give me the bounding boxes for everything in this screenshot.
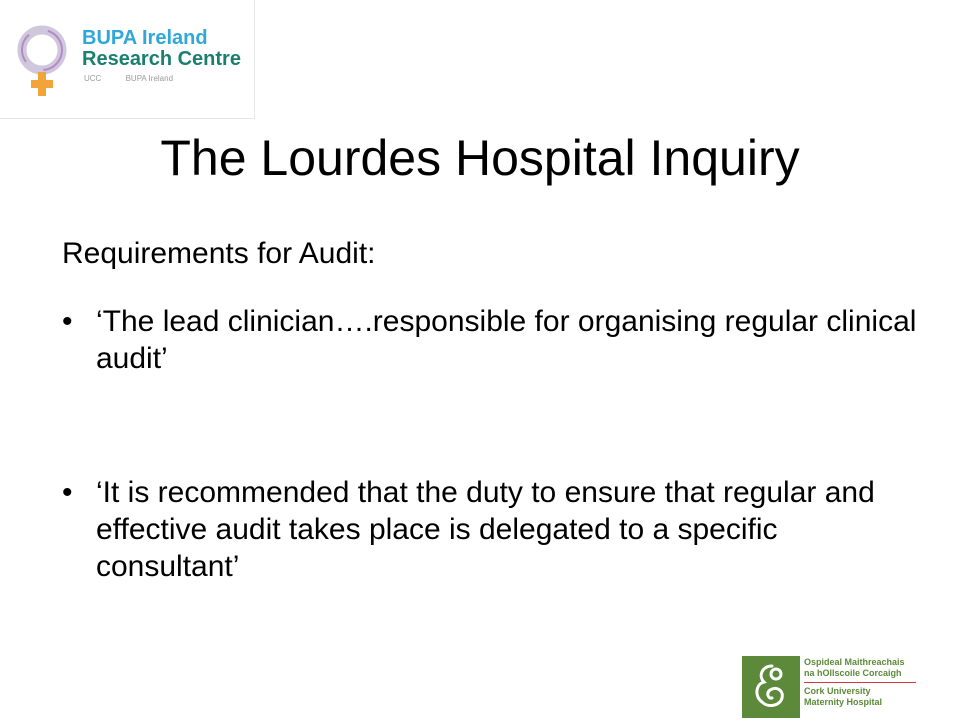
- bullet-dot: •: [62, 305, 73, 338]
- subheading: Requirements for Audit:: [62, 237, 376, 270]
- ucc-logo: UCC: [84, 74, 102, 83]
- cumh-irish-line2: na hOllscoile Corcaigh: [804, 668, 902, 678]
- bupa-logo-text: [82, 28, 241, 70]
- cumh-divider: [804, 682, 916, 683]
- cork-university-maternity-hospital-logo: [742, 656, 922, 718]
- cumh-emblem-icon: [742, 656, 800, 718]
- cumh-logo-text: [804, 657, 922, 708]
- bupa-partner-logos: [84, 74, 195, 83]
- bupa-venus-symbol-icon: [10, 20, 76, 100]
- bupa-logo-line2: Research Centre: [82, 48, 241, 70]
- bupa-research-centre-logo: [0, 0, 255, 119]
- bullet-text: ‘The lead clinician….responsible for organising regular clinical audit’: [96, 305, 917, 375]
- cumh-english-line1: Cork University: [804, 686, 871, 696]
- cumh-irish-line1: Ospideal Maithreachais: [804, 657, 905, 667]
- bullet-item: [62, 303, 922, 377]
- bupa-logo-line1: BUPA Ireland: [82, 27, 208, 49]
- bullet-dot: •: [62, 476, 73, 509]
- bullet-item: [62, 474, 922, 585]
- cumh-english-line2: Maternity Hospital: [804, 697, 883, 707]
- bupa-ireland-small-logo: BUPA Ireland: [125, 74, 174, 83]
- slide-title: The Lourdes Hospital Inquiry: [160, 130, 800, 186]
- bullet-text: ‘It is recommended that the duty to ensure that regular and effective audit takes place is delegated to a specific consultant’: [96, 476, 875, 583]
